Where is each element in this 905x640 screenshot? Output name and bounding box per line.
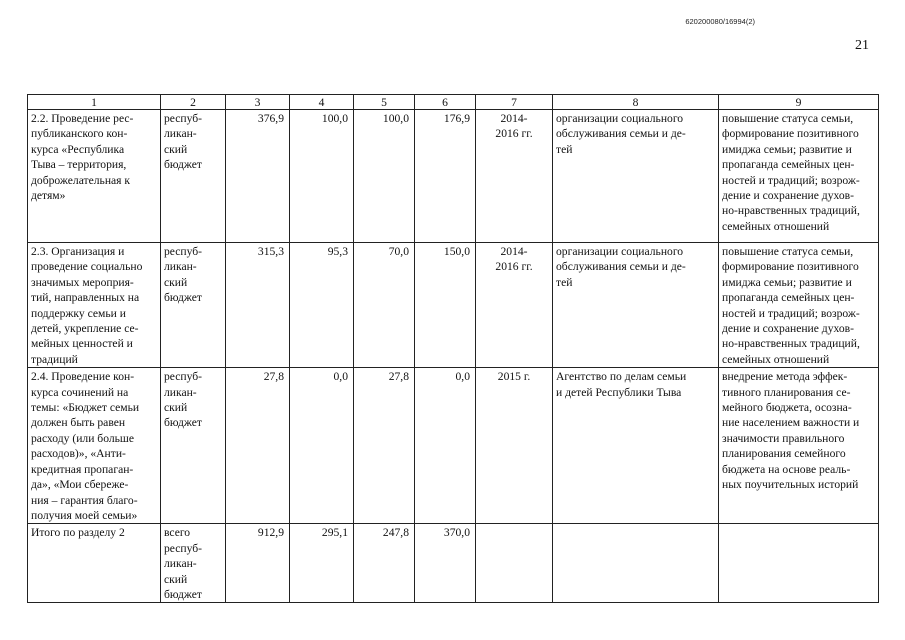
amount-2016: 370,0 (415, 524, 476, 603)
expected-result: повышение статуса семьи, формирование позитивного имиджа семьи; развитие и пропаганда семейных цен- ностей и традиций; возрож- дение и сохранение духов- но-нравственных традиций, семейных отношений (719, 243, 879, 368)
column-header: 8 (553, 95, 719, 110)
executor: Агентство по делам семьи и детей Республики Тыва (553, 368, 719, 524)
expected-result: внедрение метода эффек- тивного планирования се- мейного бюджета, осозна- ние населением важности и значимости правильного планирования семейного бюджета на основе реаль- ных поучительных историй (719, 368, 879, 524)
funding-source: респуб- ликан- ский бюджет (161, 110, 226, 243)
funding-source: респуб- ликан- ский бюджет (161, 243, 226, 368)
period: 2015 г. (476, 368, 553, 524)
column-header: 5 (354, 95, 415, 110)
amount-total: 315,3 (226, 243, 290, 368)
funding-source: респуб- ликан- ский бюджет (161, 368, 226, 524)
amount-2016: 150,0 (415, 243, 476, 368)
expected-result: повышение статуса семьи, формирование позитивного имиджа семьи; развитие и пропаганда семейных цен- ностей и традиций; возрож- дение и сохранение духов- но-нравственных традиций, семейных отношений (719, 110, 879, 243)
amount-2014: 0,0 (290, 368, 354, 524)
column-header: 6 (415, 95, 476, 110)
amount-2014: 295,1 (290, 524, 354, 603)
amount-2015: 27,8 (354, 368, 415, 524)
total-label: Итого по разделу 2 (28, 524, 161, 603)
period: 2014- 2016 гг. (476, 243, 553, 368)
amount-2015: 100,0 (354, 110, 415, 243)
funding-source: всего респуб- ликан- ский бюджет (161, 524, 226, 603)
amount-2014: 95,3 (290, 243, 354, 368)
column-header: 2 (161, 95, 226, 110)
amount-2016: 176,9 (415, 110, 476, 243)
period (476, 524, 553, 603)
amount-2015: 70,0 (354, 243, 415, 368)
table-row (28, 368, 879, 524)
amount-total: 912,9 (226, 524, 290, 603)
amount-total: 376,9 (226, 110, 290, 243)
table-row (28, 110, 879, 243)
column-header: 7 (476, 95, 553, 110)
expected-result (719, 524, 879, 603)
period: 2014- 2016 гг. (476, 110, 553, 243)
activity-name: 2.4. Проведение кон- курса сочинений на темы: «Бюджет семьи должен быть равен расходу (или больше расходов)», «Анти- кредитная пропаган- да», «Мои сбереже- ния – гарантия благо- получия моей семьи» (28, 368, 161, 524)
page-number: 21 (855, 38, 869, 53)
activity-name: 2.2. Проведение рес- публиканского кон- курса «Республика Тыва – территория, доброжелательная к детям» (28, 110, 161, 243)
activity-name: 2.3. Организация и проведение социально значимых мероприя- тий, направленных на поддержку семьи и детей, укрепление се- мейных ценностей и традиций (28, 243, 161, 368)
document-number: 620200080/16994(2) (685, 17, 755, 26)
column-header: 1 (28, 95, 161, 110)
column-number-row (28, 95, 879, 110)
amount-2015: 247,8 (354, 524, 415, 603)
table-row (28, 243, 879, 368)
amount-2016: 0,0 (415, 368, 476, 524)
amount-total: 27,8 (226, 368, 290, 524)
program-table (27, 94, 879, 603)
column-header: 4 (290, 95, 354, 110)
column-header: 9 (719, 95, 879, 110)
amount-2014: 100,0 (290, 110, 354, 243)
executor: организации социального обслуживания семьи и де- тей (553, 110, 719, 243)
column-header: 3 (226, 95, 290, 110)
executor: организации социального обслуживания семьи и де- тей (553, 243, 719, 368)
total-row (28, 524, 879, 603)
executor (553, 524, 719, 603)
